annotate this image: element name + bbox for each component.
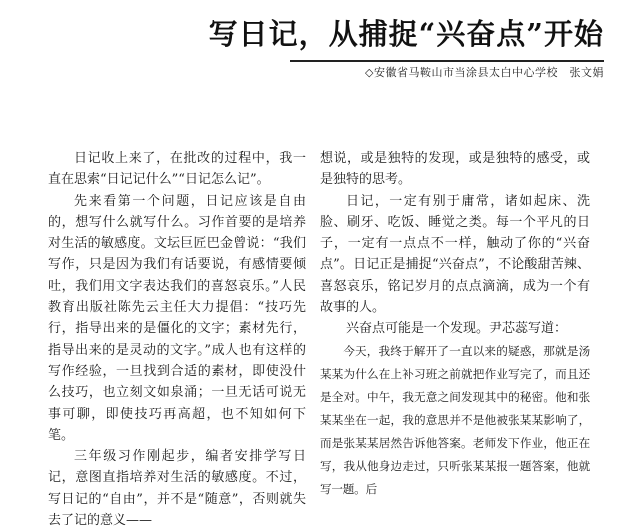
author-byline: ◇安徽省马鞍山市当涂县太白中心学校 张文娟 [365, 66, 604, 79]
article-title: 写日记，从捕捉“兴奋点”开始 [208, 17, 604, 51]
paragraph: 三年级习作刚起步，编者安排学写日记，意图直指培养对生活的敏感度。不过，写日记的“自由”，并不是“随意”，否则就失去了记的意义—— [48, 449, 306, 529]
paragraph: 日记收上来了，在批改的过程中，我一直在思索“日记记什么”“日记怎么记”。 [48, 151, 306, 188]
left-column [48, 148, 306, 531]
paragraph: 兴奋点可能是一个发现。尹芯蕊写道： [346, 321, 568, 337]
title-divider [290, 60, 604, 62]
paragraph-continuation: 想说，或是独特的发现，或是独特的感受，或是独特的思考。 [320, 151, 590, 188]
right-column [320, 148, 590, 501]
paragraph: 日记，一定有别于庸常，诸如起床、洗脸、刷牙、吃饭、睡觉之类。每一个平凡的日子，一定有一点点不一样，触动了你的“兴奋点”。日记正是捕捉“兴奋点”，不论酸甜苦辣、喜怒哀乐，铭记岁月的点点滴滴，成为一个有故事的人。 [320, 193, 590, 316]
paragraph: 先来看第一个问题，日记应该是自由的，想写什么就写什么。习作首要的是培养对生活的敏感度。文坛巨匠巴金曾说：“我们写作，只是因为我们有话要说，有感情要倾吐，我们用文字表达我们的喜怒哀乐。”人民教育出版社陈先云主任大力提倡：“技巧先行，指导出来的是僵化的文字；素材先行，指导出来的是灵动的文字。”成人也有这样的写作经验，一旦找到合适的素材，即使没什么技巧，也立刻文如泉涌；一旦无话可说无事可聊，即使技巧再高超，也不知如何下笔。 [48, 193, 306, 443]
quoted-student-diary: 今天，我终于解开了一直以来的疑惑，那就是汤某某为什么在上补习班之前就把作业写完了，而且还是全对。中午，我无意之间发现其中的秘密。他和张某某坐在一起，我的意思并不是他被张某某影响了，而是张某某居然告诉他答案。老师发下作业，他正在写，我从他身边走过，只听张某某报一题答案，他就写一题。后 [320, 343, 590, 496]
